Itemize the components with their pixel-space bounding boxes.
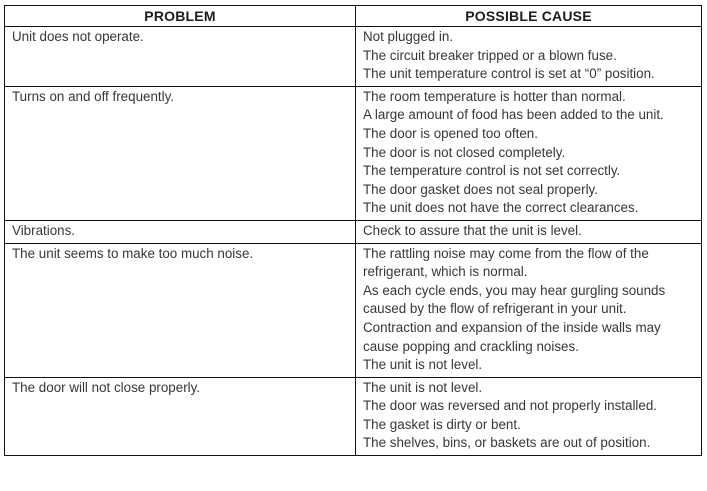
cause-line: The temperature control is not set correctly. — [363, 163, 621, 179]
table-row — [5, 243, 702, 377]
causes-cell — [356, 220, 702, 243]
cause-line: The shelves, bins, or baskets are out of position. — [363, 435, 651, 451]
causes-cell — [356, 377, 702, 455]
cause-line: A large amount of food has been added to the unit. — [363, 107, 664, 123]
cause-line: The door was reversed and not properly installed. — [363, 398, 658, 414]
cause-line: The unit is not level. — [363, 357, 483, 373]
problem-cell: The unit seems to make too much noise. — [5, 243, 356, 377]
cause-line: The unit temperature control is set at “0” position. — [363, 66, 655, 82]
cause-line: Check to assure that the unit is level. — [363, 222, 582, 238]
troubleshooting-table — [4, 5, 702, 456]
header-row — [5, 6, 702, 27]
causes-cell — [356, 243, 702, 377]
cause-line: The unit is not level. — [363, 379, 483, 395]
cause-line: Not plugged in. — [363, 29, 454, 44]
cause-line: The door is opened too often. — [363, 125, 538, 141]
table-row — [5, 220, 702, 243]
causes-cell — [356, 27, 702, 87]
cause-line: The room temperature is hotter than normal. — [363, 88, 626, 104]
causes-cell — [356, 86, 702, 220]
table-row — [5, 27, 702, 87]
problem-cell: The door will not close properly. — [5, 377, 356, 455]
cause-line: The gasket is dirty or bent. — [363, 416, 521, 432]
table-row — [5, 377, 702, 455]
problem-cell: Unit does not operate. — [5, 27, 356, 87]
table-body — [5, 27, 702, 456]
column-header-possible-cause: POSSIBLE CAUSE — [356, 6, 702, 27]
cause-line: As each cycle ends, you may hear gurgling sounds caused by the flow of refrigerant in your unit. — [363, 282, 666, 317]
cause-line: The door is not closed completely. — [363, 144, 566, 160]
column-header-problem: PROBLEM — [5, 6, 356, 27]
cause-line: The circuit breaker tripped or a blown fuse. — [363, 47, 617, 63]
cause-line: The door gasket does not seal properly. — [363, 181, 598, 197]
problem-cell: Turns on and off frequently. — [5, 86, 356, 220]
cause-line: The unit does not have the correct clearances. — [363, 200, 639, 216]
cause-line: The rattling noise may come from the flow of the refrigerant, which is normal. — [363, 245, 649, 280]
table-row — [5, 86, 702, 220]
cause-line: Contraction and expansion of the inside walls may cause popping and crackling noises. — [363, 319, 661, 354]
problem-cell: Vibrations. — [5, 220, 356, 243]
